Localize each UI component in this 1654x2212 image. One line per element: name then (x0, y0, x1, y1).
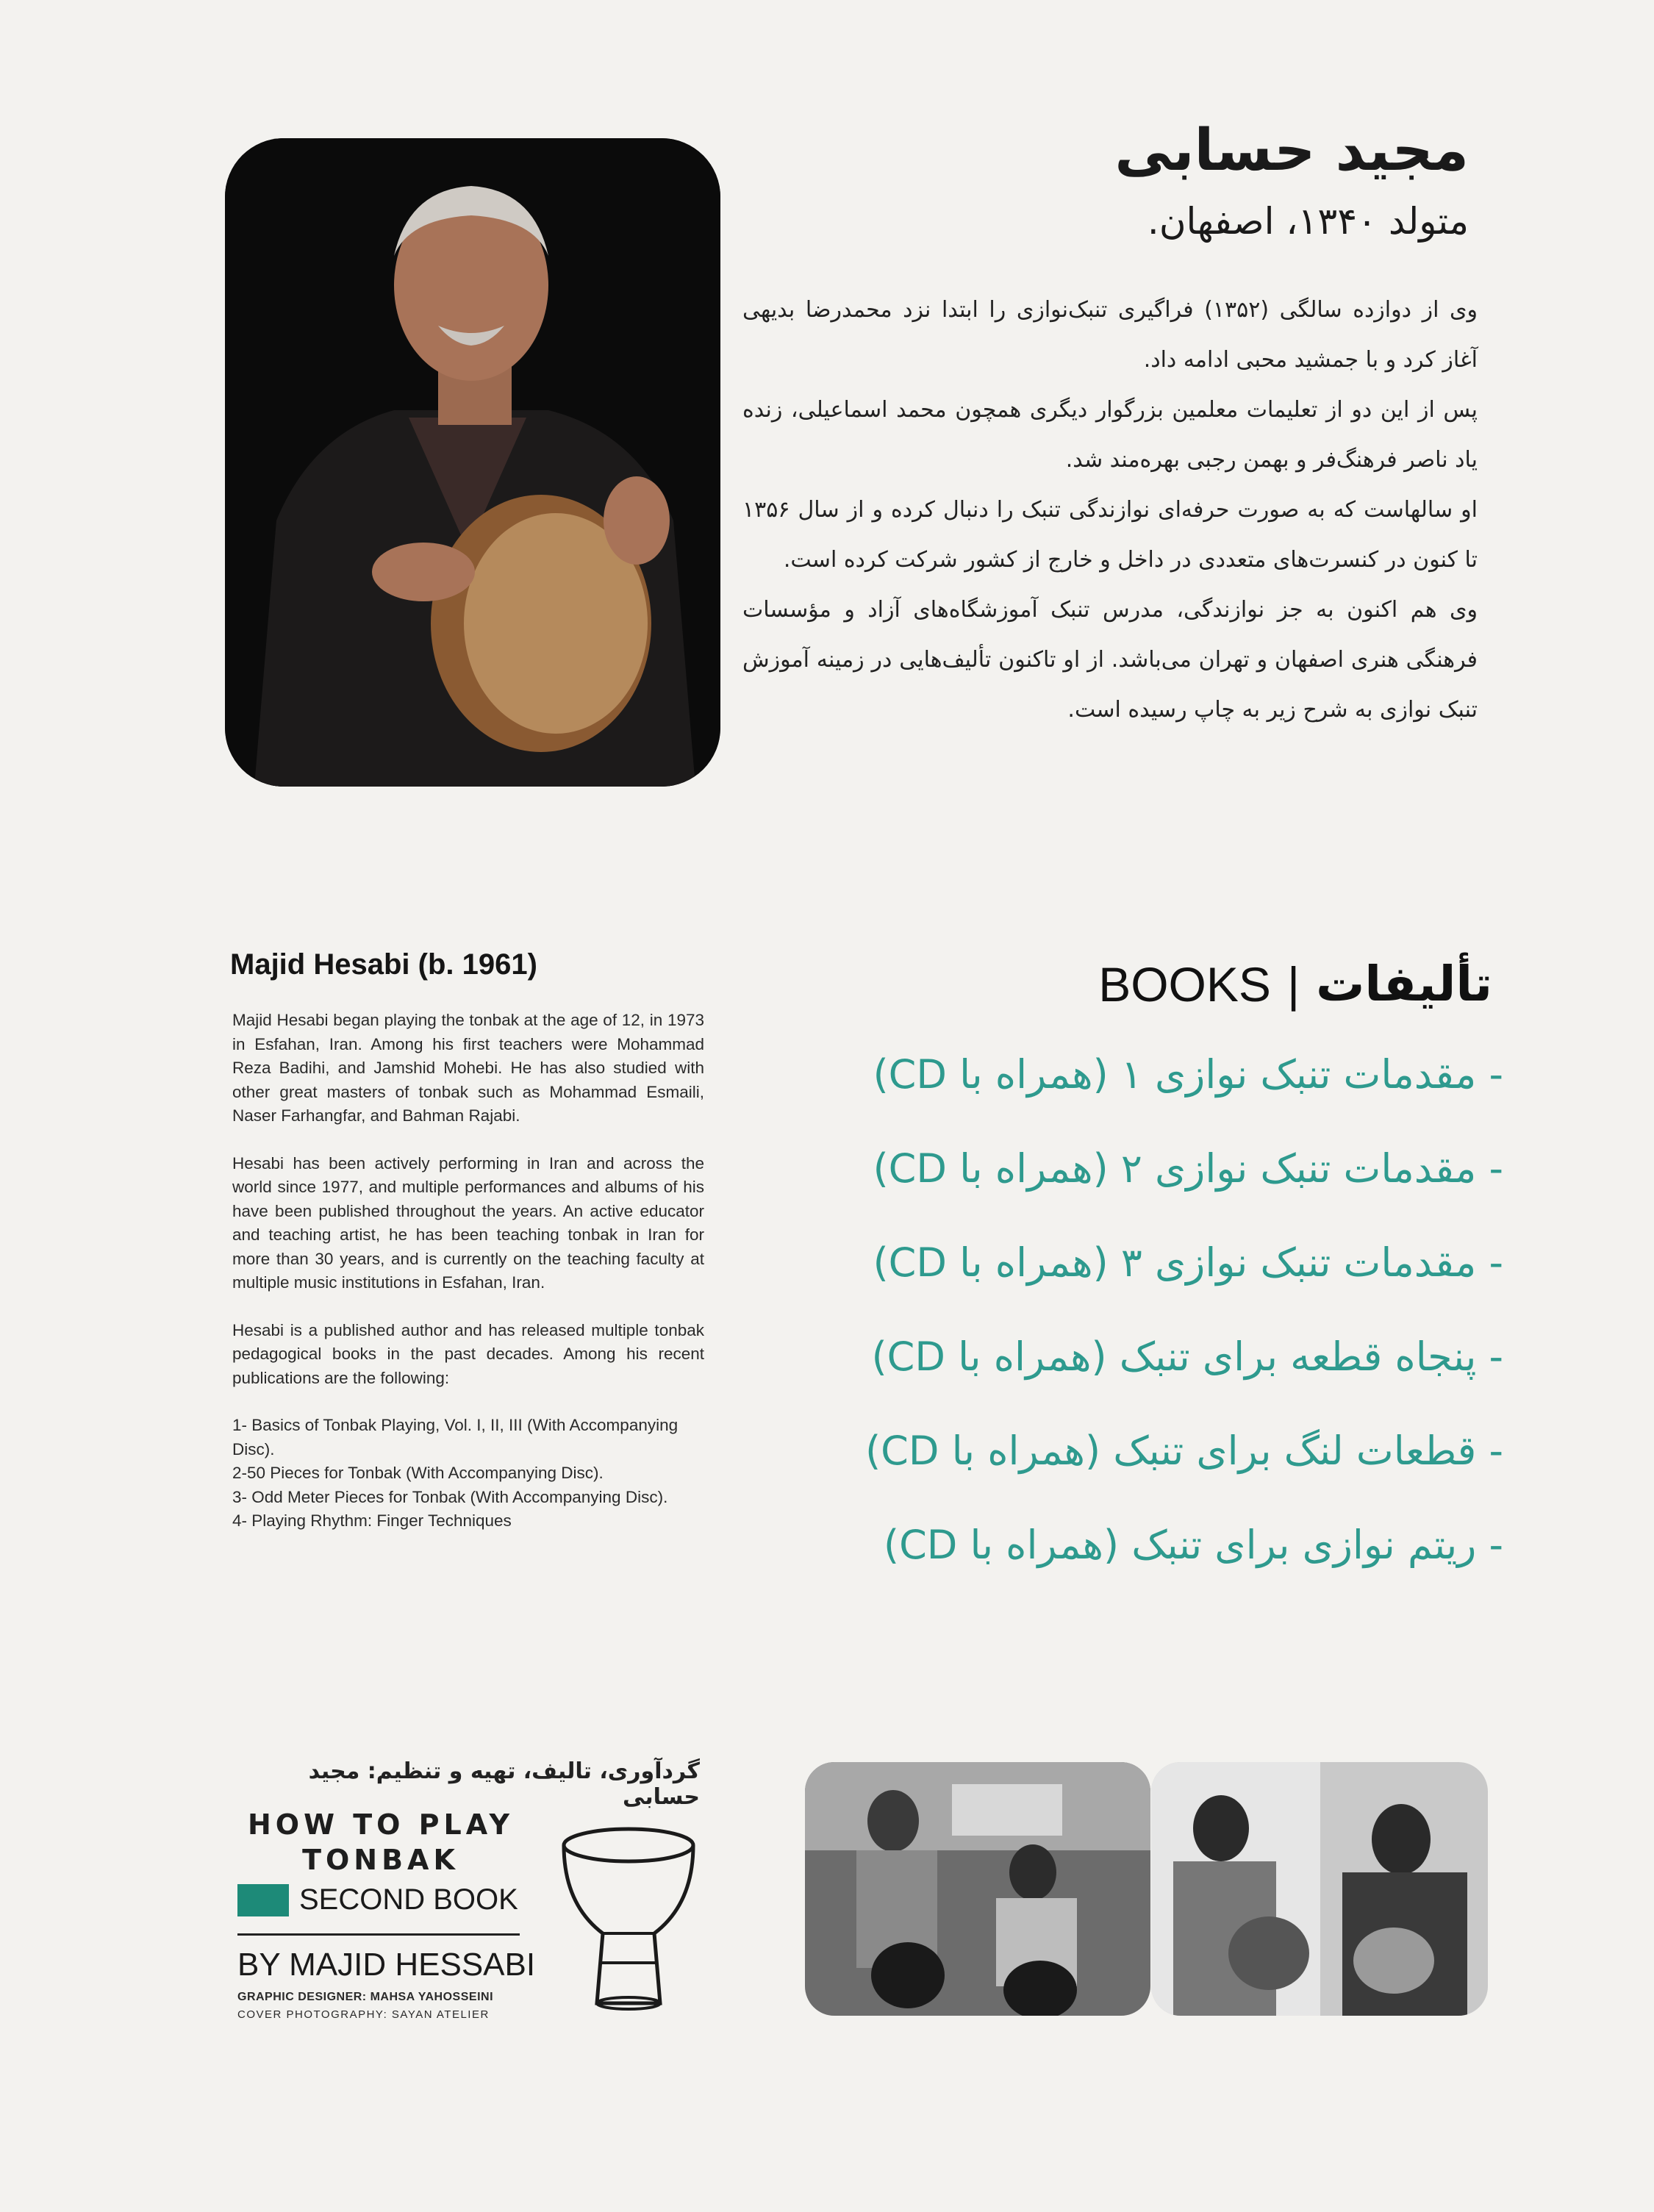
persian-bio (742, 285, 1478, 735)
second-book-row (237, 1883, 518, 1916)
persian-bio-paragraph: وی از دوازده سالگی (۱۳۵۲) فراگیری تنبک‌نوازی را ابتدا نزد محمدرضا بدیهی آغاز کرد و با جمشید محبی ادامه داد. (742, 297, 1478, 373)
book-item: - قطعات لنگ برای تنبک (همراه با CD) (865, 1428, 1503, 1474)
photography-credit: COVER PHOTOGRAPHY: SAYAN ATELIER (237, 2008, 490, 2021)
publication-item: 1- Basics of Tonbak Playing, Vol. I, II, III (With Accompanying Disc). (232, 1416, 679, 1458)
book-title-line2: TONBAK (302, 1844, 459, 1876)
book-title-line1: HOW TO PLAY (247, 1808, 515, 1841)
persian-bio-paragraph: او سالهاست که به صورت حرفه‌ای نوازندگی تنبک را دنبال کرده و از سال ۱۳۵۶ تا کنون در کنسرت‌های متعددی در داخل و خارج از کشور شرکت کرده است. (742, 497, 1478, 573)
book-title-logo (234, 1807, 528, 1878)
persian-bio-paragraph: وی هم اکنون به جز نوازندگی، مدرس تنبک آموزشگاه‌های آزاد و مؤسسات فرهنگی هنری اصفهان و تهران می‌باشد. از او تاکنون تألیف‌هایی در زمینه آموزش تنبک نوازی به شرح زیر به چاپ رسیده است. (742, 597, 1478, 723)
publication-item: 2-50 Pieces for Tonbak (With Accompanying Disc). (232, 1464, 604, 1482)
books-list (621, 1051, 1503, 1616)
book-item: - مقدمات تنبک نوازی ۱ (همراه با CD) (873, 1051, 1503, 1098)
english-bio-paragraph: Hesabi is a published author and has released multiple tonbak pedagogical books in the past decades. Among his recent publications are the following: (232, 1320, 704, 1387)
divider (237, 1933, 520, 1936)
publication-item: 3- Odd Meter Pieces for Tonbak (With Accompanying Disc). (232, 1487, 668, 1506)
persian-bio-paragraph: پس از این دو از تعلیمات معلمین بزرگوار دیگری همچون محمد اسماعیلی، زنده یاد ناصر فرهنگ‌فر و بهمن رجبی بهره‌مند شد. (742, 397, 1478, 473)
book-item: - مقدمات تنبک نوازی ۲ (همراه با CD) (873, 1145, 1503, 1192)
persian-credit: گردآوری، تالیف، تهیه و تنظیم: مجید حسابی (308, 1758, 700, 1810)
english-bio-paragraph: Majid Hesabi began playing the tonbak at the age of 12, in 1973 in Esfahan, Iran. Among his first teachers were Mohammad Reza Badihi, and Jamshid Mohebi. He has also studied with other great masters of tonbak such as Mohammad Esmaili, Naser Farhangfar, and Bahman Rajabi. (232, 1011, 704, 1125)
green-square-mark (237, 1884, 289, 1916)
tonbak-drum-icon (559, 1823, 698, 2014)
books-heading-en: BOOKS (1098, 956, 1271, 1012)
portrait-photo (225, 138, 720, 787)
archive-photo-students (805, 1762, 1150, 2016)
persian-name-title: مجید حسابی (1114, 118, 1469, 184)
book-item: - مقدمات تنبک نوازی ۳ (همراه با CD) (873, 1239, 1503, 1286)
second-book-label: SECOND BOOK (299, 1883, 518, 1916)
english-bio-paragraph: Hesabi has been actively performing in Iran and across the world since 1977, and multiple performances and albums of his have been published throughout the years. An active educator and teaching artist, he has been teaching tonbak in Iran for more than 30 years, and is currently on the teaching faculty at multiple music institutions in Esfahan, Iran. (232, 1153, 704, 1292)
persian-birth-line: متولد ۱۳۴۰، اصفهان. (1147, 200, 1469, 243)
book-item: - پنجاه قطعه برای تنبک (همراه با CD) (871, 1334, 1503, 1380)
book-item: - ریتم نوازی برای تنبک (همراه با CD) (883, 1522, 1503, 1568)
books-heading-separator: | (1286, 956, 1300, 1012)
books-heading-fa: تألیفات (1316, 956, 1492, 1012)
english-bio-title: Majid Hesabi (b. 1961) (230, 948, 537, 981)
books-heading (1098, 956, 1492, 1012)
graphic-designer-credit: GRAPHIC DESIGNER: MAHSA YAHOSSEINI (237, 1991, 494, 2003)
archive-photo-duo (1151, 1762, 1488, 2016)
author-line: BY MAJID HESSABI (237, 1947, 536, 1983)
publication-item: 4- Playing Rhythm: Finger Techniques (232, 1511, 512, 1530)
